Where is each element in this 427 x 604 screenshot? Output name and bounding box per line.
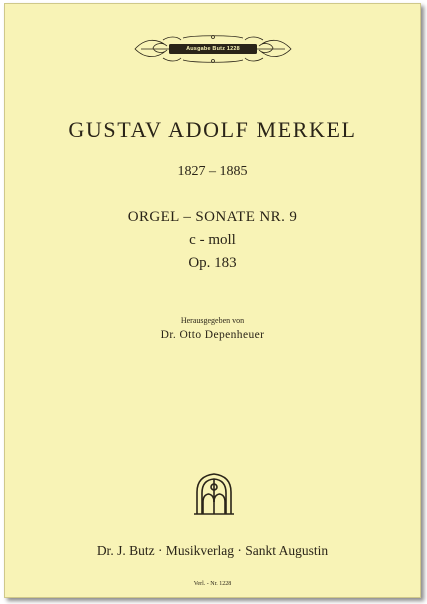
gothic-window-icon bbox=[193, 472, 235, 516]
composer-dates: 1827 – 1885 bbox=[177, 164, 248, 179]
score-cover bbox=[4, 3, 421, 598]
editor-name: Dr. Otto Depenheuer bbox=[160, 329, 265, 341]
composer-name: GUSTAV ADOLF MERKEL bbox=[68, 117, 357, 142]
publisher-line: Dr. J. Butz · Musikverlag · Sankt Augustin bbox=[96, 543, 329, 558]
work-key: c - moll bbox=[189, 232, 236, 248]
opus-number: Op. 183 bbox=[188, 255, 237, 271]
ornament-label: Ausgabe Butz 1228 bbox=[186, 46, 240, 52]
work-title: ORGEL – SONATE NR. 9 bbox=[127, 209, 298, 225]
editor-label: Herausgegeben von bbox=[180, 316, 245, 325]
catalog-number: Verl. - Nr. 1228 bbox=[193, 581, 232, 587]
